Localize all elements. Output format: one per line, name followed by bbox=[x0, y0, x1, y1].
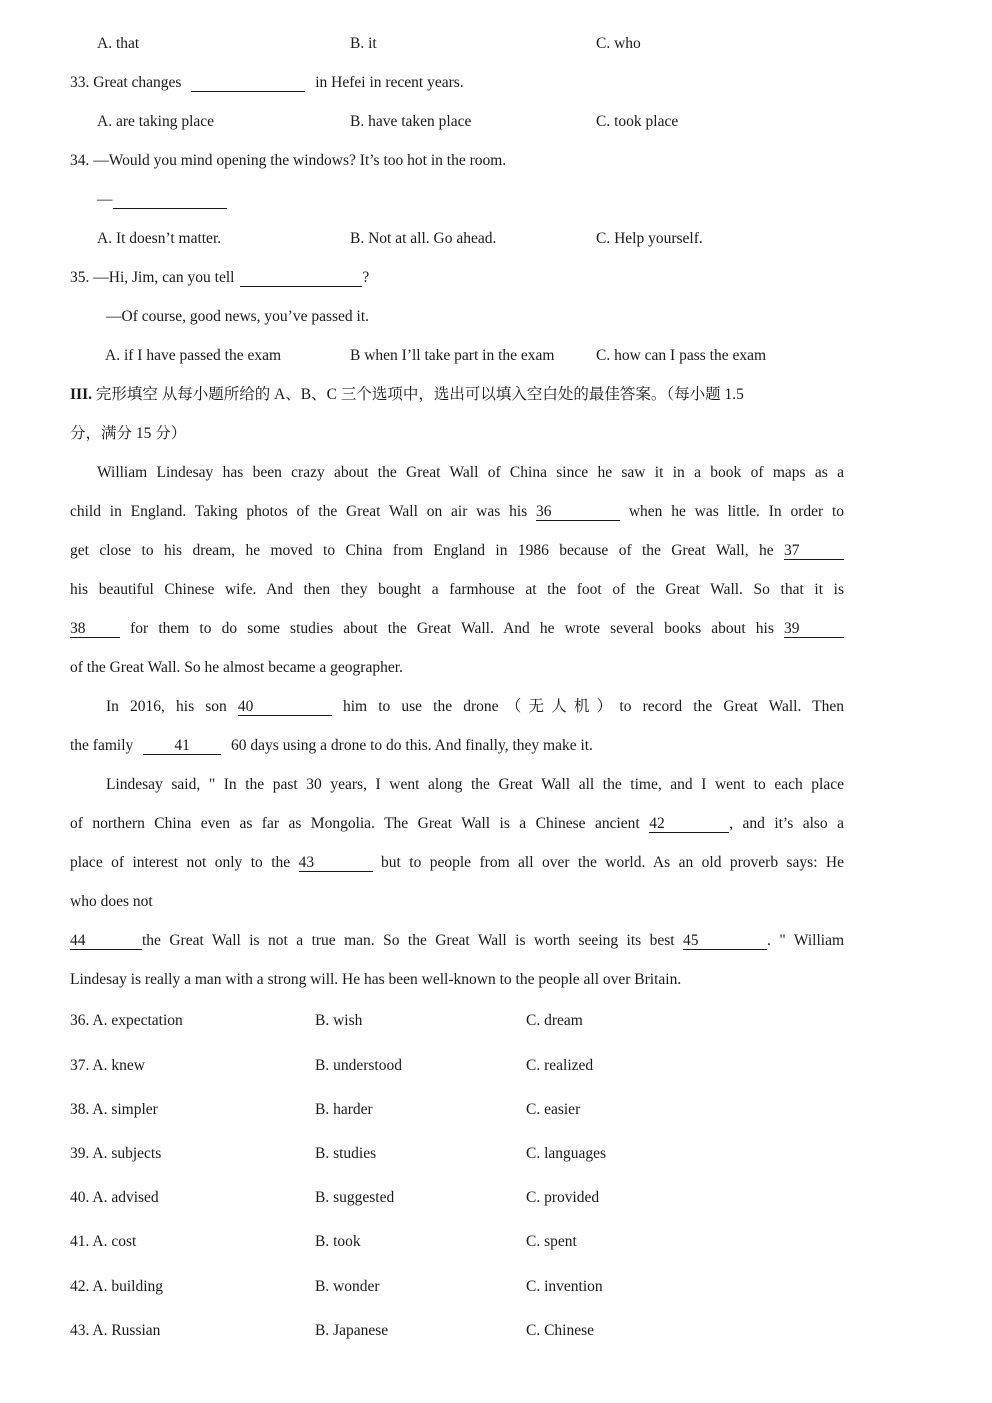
passage-line: his beautiful Chinese wife. And then they bought a farmhouse at the foot of the Great Wall. So that it is bbox=[70, 581, 844, 598]
choice-c: C. provided bbox=[526, 1189, 600, 1206]
q34-option-c: C. Help yourself. bbox=[596, 230, 703, 247]
passage-line: of the Great Wall. So he almost became a geographer. bbox=[70, 659, 403, 676]
choice-b: B. understood bbox=[315, 1057, 402, 1074]
passage-line bbox=[106, 697, 844, 717]
choice-c: C. easier bbox=[526, 1101, 581, 1118]
choice-c: C. Chinese bbox=[526, 1322, 595, 1339]
choice-c: C. spent bbox=[526, 1233, 577, 1250]
q35-blank bbox=[240, 269, 362, 287]
q35-reply: —Of course, good news, you’ve passed it. bbox=[106, 308, 370, 325]
q32-option-c: C. who bbox=[596, 35, 641, 52]
q33-option-a: A. are taking place bbox=[97, 113, 215, 130]
q34-stem: 34. —Would you mind opening the windows? It’s too hot in the room. bbox=[70, 152, 507, 169]
section-number: III. bbox=[70, 386, 92, 403]
blank-39: 39 bbox=[784, 620, 844, 638]
section-title: 完形填空 从每小题所给的 A、B、C 三个选项中，选出可以填入空白处的最佳答案。（每小题 1.5 bbox=[95, 386, 744, 403]
choice-b: B. suggested bbox=[315, 1189, 395, 1206]
q35-stem-before: 35. —Hi, Jim, can you tell bbox=[70, 269, 235, 286]
choice-c: C. dream bbox=[526, 1012, 583, 1029]
q34-blank bbox=[113, 191, 227, 209]
choice-b: B. harder bbox=[315, 1101, 373, 1118]
blank-43: 43 bbox=[299, 854, 373, 872]
blank-41: 41 bbox=[143, 737, 221, 755]
choice-b: B. wonder bbox=[315, 1278, 380, 1295]
passage-line bbox=[70, 931, 844, 951]
passage-text: child in England. Taking photos of the Great Wall on air was his bbox=[70, 503, 528, 520]
choice-a: 37. A. knew bbox=[70, 1057, 145, 1074]
q34-reply-dash: — bbox=[97, 191, 113, 208]
blank-36: 36 bbox=[536, 503, 620, 521]
q34-option-b: B. Not at all. Go ahead. bbox=[350, 230, 497, 247]
passage-line bbox=[70, 736, 593, 756]
passage-text: get close to his dream, he moved to China from England in 1986 because of the Great Wall, he bbox=[70, 542, 774, 559]
q32-option-a: A. that bbox=[97, 35, 140, 52]
passage-line: William Lindesay has been crazy about the Great Wall of China since he saw it in a book of maps as a bbox=[97, 464, 844, 481]
q35-stem bbox=[70, 268, 369, 288]
blank-44: 44 bbox=[70, 932, 142, 950]
q33-option-c: C. took place bbox=[596, 113, 679, 130]
passage-line bbox=[70, 853, 844, 873]
blank-45: 45 bbox=[683, 932, 767, 950]
blank-42: 42 bbox=[649, 815, 729, 833]
q32-option-b: B. it bbox=[350, 35, 377, 52]
choice-b: B. studies bbox=[315, 1145, 377, 1162]
q33-option-b: B. have taken place bbox=[350, 113, 472, 130]
passage-line bbox=[70, 502, 844, 522]
passage-text: of northern China even as far as Mongolia. The Great Wall is a Chinese ancient bbox=[70, 815, 640, 832]
choice-a: 39. A. subjects bbox=[70, 1145, 162, 1162]
blank-45-group bbox=[683, 932, 844, 949]
passage-line bbox=[70, 619, 844, 639]
choice-c: C. realized bbox=[526, 1057, 594, 1074]
blank-38: 38 bbox=[70, 620, 120, 638]
passage-text: , and it’s also a bbox=[729, 815, 844, 832]
passage-text: for them to do some studies about the Great Wall. And he wrote several books about his bbox=[130, 620, 774, 637]
passage-line: who does not bbox=[70, 893, 153, 910]
passage-text: when he was little. In order to bbox=[628, 503, 845, 520]
choice-b: B. took bbox=[315, 1233, 361, 1250]
choice-a: 40. A. advised bbox=[70, 1189, 159, 1206]
section-heading bbox=[70, 385, 744, 405]
q33-stem-after: in Hefei in recent years. bbox=[315, 74, 464, 91]
passage-text: the Great Wall is not a true man. So the Great Wall is worth seeing its best bbox=[142, 932, 675, 949]
passage-text: 60 days using a drone to do this. And finally, they make it. bbox=[231, 737, 593, 754]
passage-text: In 2016, his son bbox=[106, 698, 227, 715]
choice-c: C. languages bbox=[526, 1145, 607, 1162]
passage-line bbox=[70, 814, 844, 834]
blank-40: 40 bbox=[238, 698, 332, 716]
q35-option-c: C. how can I pass the exam bbox=[596, 347, 767, 364]
choice-a: 42. A. building bbox=[70, 1278, 164, 1295]
choice-a: 38. A. simpler bbox=[70, 1101, 158, 1118]
blank-37: 37 bbox=[784, 542, 844, 560]
passage-line: Lindesay is really a man with a strong will. He has been well-known to the people all over Britain. bbox=[70, 971, 682, 988]
passage-text: . " William bbox=[767, 932, 845, 949]
q33-stem-before: 33. Great changes bbox=[70, 74, 182, 91]
q35-stem-after: ? bbox=[362, 269, 370, 286]
choice-a: 36. A. expectation bbox=[70, 1012, 183, 1029]
blank-44-group bbox=[70, 932, 675, 949]
choice-c: C. invention bbox=[526, 1278, 603, 1295]
q34-option-a: A. It doesn’t matter. bbox=[97, 230, 222, 247]
passage-text: the family bbox=[70, 737, 134, 754]
q33-blank bbox=[191, 74, 305, 92]
choice-a: 41. A. cost bbox=[70, 1233, 137, 1250]
choice-b: B. Japanese bbox=[315, 1322, 389, 1339]
section-heading-cont: 分，满分 15 分） bbox=[70, 425, 187, 442]
choice-a: 43. A. Russian bbox=[70, 1322, 161, 1339]
passage-text: place of interest not only to the bbox=[70, 854, 291, 871]
passage-text: him to use the drone（无人机）to record the Great Wall. Then bbox=[343, 698, 845, 715]
passage-line: Lindesay said, " In the past 30 years, I went along the Great Wall all the time, and I went to each place bbox=[106, 776, 844, 793]
passage-text: but to people from all over the world. As an old proverb says: He bbox=[381, 854, 844, 871]
q35-option-b: B when I’ll take part in the exam bbox=[350, 347, 555, 364]
blank-42-group bbox=[649, 815, 844, 832]
choice-b: B. wish bbox=[315, 1012, 363, 1029]
q34-reply bbox=[97, 190, 227, 210]
q35-option-a: A. if I have passed the exam bbox=[105, 347, 282, 364]
q33-stem bbox=[70, 73, 464, 93]
passage-line bbox=[70, 541, 844, 561]
